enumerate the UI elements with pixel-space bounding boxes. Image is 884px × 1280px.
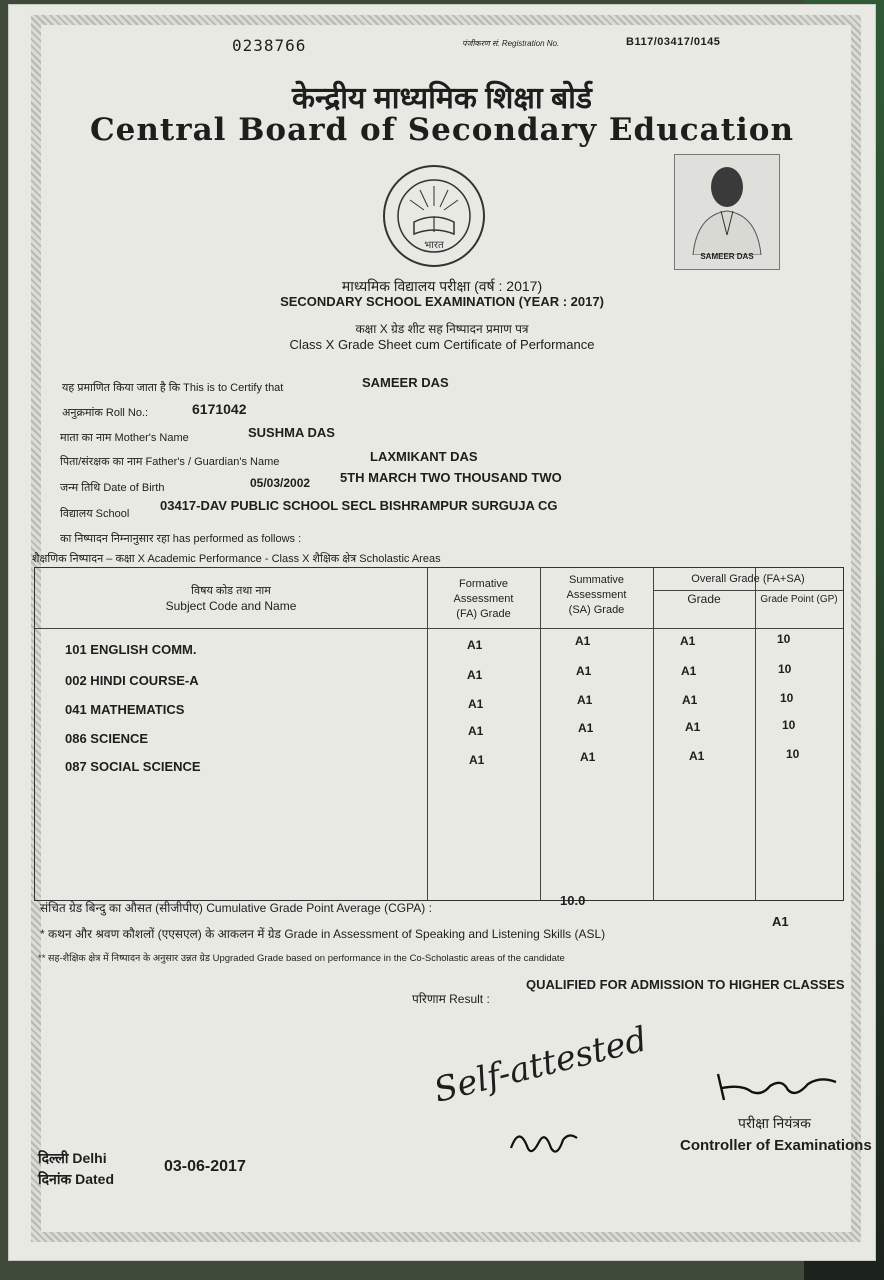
school-label: विद्यालय School — [60, 508, 130, 520]
dob-words: 5TH MARCH TWO THOUSAND TWO — [340, 470, 562, 485]
col-fa-2: Assessment — [453, 593, 514, 605]
registration-label: पंजीकरण सं. Registration No. — [462, 39, 560, 48]
fa-grade: A1 — [467, 668, 483, 682]
dob-label: जन्म तिथि Date of Birth — [60, 482, 165, 494]
controller-title-hindi: परीक्षा नियंत्रक — [738, 1115, 811, 1131]
subject-name: 101 ENGLISH COMM. — [65, 642, 197, 657]
result-label: परिणाम Result : — [412, 992, 490, 1006]
sa-grade: A1 — [578, 721, 594, 735]
result-value: QUALIFIED FOR ADMISSION TO HIGHER CLASSES — [526, 977, 845, 992]
mother-label: माता का नाम Mother's Name — [60, 432, 189, 444]
mother-name: SUSHMA DAS — [248, 425, 335, 440]
fa-grade: A1 — [468, 697, 484, 711]
grade-point: 10 — [782, 718, 796, 732]
cgpa-label: संचित ग्रेड बिन्दु का औसत (सीजीपीए) Cumulative Grade Point Average (CGPA) : — [40, 901, 432, 915]
handwritten-initials-icon — [505, 1118, 585, 1168]
academic-label: शैक्षणिक निष्पादन – कक्षा X Academic Performance - Class X शैक्षिक क्षेत्र Scholastic Areas — [32, 553, 441, 565]
subject-name: 002 HINDI COURSE-A — [65, 673, 199, 688]
col-subject-english: Subject Code and Name — [165, 599, 297, 613]
exam-name-english: SECONDARY SCHOOL EXAMINATION (YEAR : 2017) — [280, 294, 604, 309]
overall-grade: A1 — [681, 664, 697, 678]
grade-point: 10 — [786, 747, 800, 761]
fa-grade: A1 — [468, 724, 484, 738]
upgraded-note: ** सह-शैक्षिक क्षेत्र में निष्पादन के अनुसार उन्नत ग्रेड Upgraded Grade based on performance in the Co-Scholastic areas of the candidate — [38, 953, 565, 964]
asl-label: * कथन और श्रवण कौशलों (एएसएल) के आकलन में ग्रेड Grade in Assessment of Speaking and Listening Skills (ASL) — [40, 927, 606, 941]
serial-number: 0238766 — [232, 36, 307, 55]
col-grade-point: Grade Point (GP) — [760, 594, 838, 605]
col-fa-3: (FA) Grade — [456, 608, 511, 620]
seal-text: भारत — [424, 240, 444, 251]
place-label: दिल्ली Delhi — [38, 1150, 107, 1166]
dob-value: 05/03/2002 — [250, 476, 311, 490]
asl-value: A1 — [772, 914, 789, 929]
col-sa-2: Assessment — [566, 589, 627, 601]
photo-caption: SAMEER DAS — [700, 252, 754, 261]
board-title-english: Central Board of Secondary Education — [89, 112, 795, 148]
col-grade: Grade — [687, 592, 721, 606]
sa-grade: A1 — [580, 750, 596, 764]
father-label: पिता/संरक्षक का नाम Father's / Guardian's Name — [60, 456, 280, 468]
col-subject-hindi: विषय कोड तथा नाम — [191, 585, 271, 597]
sheet-title-hindi: कक्षा X ग्रेड शीट सह निष्पादन प्रमाण पत्र — [355, 322, 529, 336]
dated-label: दिनांक Dated — [38, 1171, 114, 1187]
overall-grade: A1 — [680, 634, 696, 648]
student-name: SAMEER DAS — [362, 375, 449, 390]
sheet-title-english: Class X Grade Sheet cum Certificate of Performance — [289, 337, 595, 352]
exam-name-hindi: माध्यमिक विद्यालय परीक्षा (वर्ष : 2017) — [341, 278, 543, 294]
cbse-seal-icon — [380, 162, 488, 270]
subject-name: 041 MATHEMATICS — [65, 702, 185, 717]
roll-label: अनुक्रमांक Roll No.: — [62, 407, 149, 419]
controller-signature-icon — [712, 1066, 842, 1108]
grade-table — [34, 567, 844, 901]
board-title-hindi: केन्द्रीय माध्यमिक शिक्षा बोर्ड — [292, 82, 592, 115]
fa-grade: A1 — [467, 638, 483, 652]
grade-point: 10 — [780, 691, 794, 705]
subject-name: 087 SOCIAL SCIENCE — [65, 759, 201, 774]
registration-number: B117/03417/0145 — [626, 36, 721, 48]
grade-point: 10 — [777, 632, 791, 646]
sa-grade: A1 — [576, 664, 592, 678]
col-overall: Overall Grade (FA+SA) — [691, 573, 805, 585]
controller-title-english: Controller of Examinations — [680, 1137, 872, 1154]
issue-date: 03-06-2017 — [164, 1158, 246, 1175]
col-sa-1: Summative — [568, 574, 625, 586]
overall-grade: A1 — [682, 693, 698, 707]
school-name: 03417-DAV PUBLIC SCHOOL SECL BISHRAMPUR SURGUJA CG — [160, 498, 558, 513]
performed-label: का निष्पादन निम्नानुसार रहा has performed as follows : — [60, 533, 302, 545]
father-name: LAXMIKANT DAS — [370, 449, 478, 464]
certify-label: यह प्रमाणित किया जाता है कि This is to Certify that — [62, 382, 284, 394]
fa-grade: A1 — [469, 753, 485, 767]
col-sa-3: (SA) Grade — [568, 604, 625, 616]
overall-grade: A1 — [685, 720, 701, 734]
sa-grade: A1 — [575, 634, 591, 648]
cgpa-value: 10.0 — [560, 893, 586, 908]
roll-number: 6171042 — [192, 401, 247, 417]
sa-grade: A1 — [577, 693, 593, 707]
col-fa-1: Formative — [459, 578, 508, 590]
self-attested-note: Self-attested — [430, 1019, 652, 1111]
overall-grade: A1 — [689, 749, 705, 763]
subject-name: 086 SCIENCE — [65, 731, 149, 746]
grade-point: 10 — [778, 662, 792, 676]
